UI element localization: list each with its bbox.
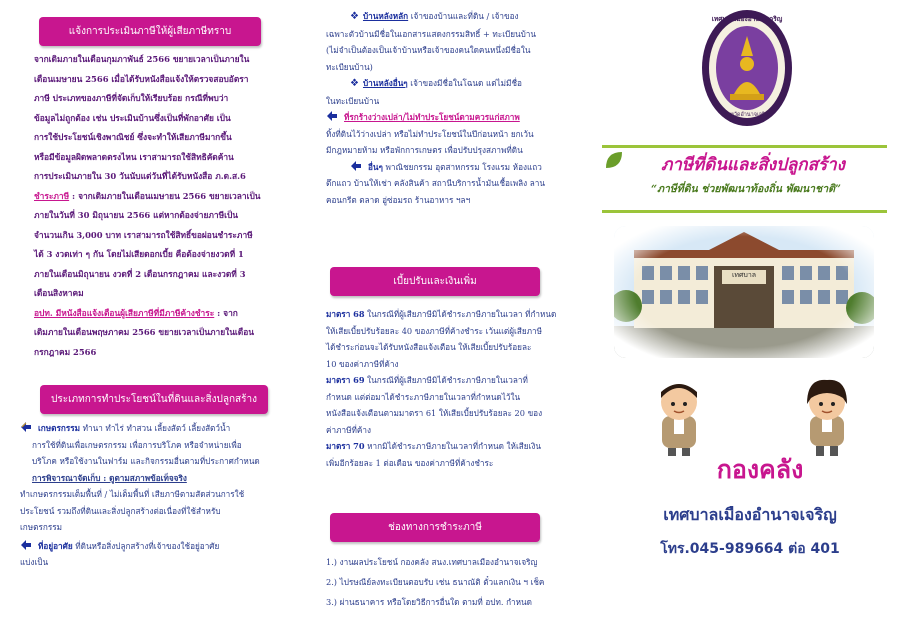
- pay-line: เดือนสิงหาคม: [34, 288, 84, 298]
- section70-paragraph: [326, 438, 582, 455]
- penalties: [326, 306, 582, 471]
- phone-number: โทร.045-989664 ต่อ 401: [660, 541, 840, 557]
- section-header-payment-channels: ช่องทางการชำระภาษี: [330, 513, 540, 542]
- reminder-line: : จาก: [214, 307, 238, 318]
- other-house-label: บ้านหลังอื่นๆ: [362, 78, 408, 88]
- pay-line: ภายในวันที่ 30 มิถุนายน 2566 แต่หากต้องจ่ายภาษีเป็น: [34, 210, 239, 220]
- channel-item: 3.) ผ่านธนาคาร หรือโดยวิธีการอื่นใด ตามที่ อปท. กำหนด: [326, 597, 532, 607]
- middle-column: [320, 0, 582, 636]
- pay-label: ชำระภาษี: [34, 190, 70, 201]
- agri-paragraph: [20, 420, 296, 437]
- notice-line: ภาษี ประเภทของภาษีที่จัดเก็บให้เรียบร้อย กรณีที่พบว่า: [34, 93, 229, 103]
- other-house-paragraph: [326, 75, 580, 93]
- diamond-bullet-icon: ❖: [350, 78, 359, 89]
- section68-label: มาตรา 68: [326, 309, 365, 319]
- section70-line: หากมิได้ชำระภาษีภายในเวลาที่กำหนด ให้เสียเงิน: [364, 441, 541, 451]
- section69-line: ค่าภาษีที่ค้าง: [326, 424, 371, 435]
- right-column: [600, 0, 900, 636]
- department-name: กองคลัง: [716, 455, 804, 484]
- notice-line: จากเดิมภายในเดือนกุมภาพันธ์ 2566 ขยายเวลาเป็นภายใน: [34, 54, 250, 64]
- others-label: อื่นๆ: [368, 161, 383, 172]
- seal-subtext: จังหวัดอำนาจเจริญ: [724, 112, 770, 118]
- vacant-label: ที่รกร้างว่างเปล่า/ไม่ทำประโยชน์ตามควรแก่สภาพ: [344, 112, 520, 122]
- arrow-bullet-icon: [350, 160, 362, 172]
- agri-line: การใช้ที่ดินเพื่อเกษตรกรรม เพื่อการบริโภค หรือจำหน่ายเพื่อ: [32, 439, 242, 450]
- reminder-paragraph: [34, 304, 292, 324]
- section-header-penalties: เบี้ยปรับและเงินเพิ่ม: [330, 267, 540, 296]
- others-paragraph: [326, 159, 580, 176]
- arrow-bullet-icon: [326, 110, 338, 122]
- main-house-paragraph: [326, 8, 580, 26]
- notice-line: การใช้ประโยชน์เชิงพาณิชย์ ซึ่งจะทำให้เสียภาษีมากขึ้น: [34, 132, 232, 142]
- main-house-line: เฉพาะตัวบ้านมีชื่อในเอกสารแสดงกรรมสิทธิ์ + ทะเบียนบ้าน: [326, 28, 536, 39]
- title-banner: [602, 145, 887, 213]
- section68-line: ให้เสียเบี้ยปรับร้อยละ 40 ของภาษีที่ค้างชำระ เว้นแต่ผู้เสียภาษี: [326, 325, 543, 336]
- section68-paragraph: [326, 306, 582, 323]
- house-types: [326, 8, 580, 208]
- male-staff-cartoon-icon: [648, 378, 710, 456]
- payment-channels: [326, 552, 582, 612]
- pay-line: จำนวนเกิน 3,000 บาท เราสามารถใช้สิทธิ์ขอผ่อนชำระภาษี: [34, 229, 253, 240]
- building-sign: เทศบาล: [731, 271, 757, 279]
- notice-line: เดือนเมษายน 2566 เมื่อได้รับหนังสือแจ้งให้ตรวจสอบอัตรา: [34, 73, 249, 84]
- main-house-line: เจ้าของบ้านและที่ดิน / เจ้าของ: [408, 11, 519, 21]
- building-icon: [614, 226, 874, 358]
- reminder-line: กรกฎาคม 2566: [34, 346, 97, 357]
- section-header-assessment: แจ้งการประเมินภาษีให้ผู้เสียภาษีทราบ: [39, 17, 261, 46]
- main-house-label: บ้านหลังหลัก: [362, 11, 409, 21]
- others-line: ตึกแถว บ้านให้เช่า คลังสินค้า สถานีบริการน้ำมันเชื้อเพลิง ลาน: [326, 178, 545, 188]
- consider-label: การพิจารณาจัดเก็บ : ดูตามสภาพข้อเท็จจริง: [32, 472, 187, 483]
- others-line: คอนกรีต ตลาด อู่ซ่อมรถ ร้านอาหาร ฯลฯ: [326, 194, 471, 205]
- usage-types: [20, 420, 296, 571]
- diamond-bullet-icon: ❖: [350, 11, 359, 22]
- agri-line: ทำนา ทำไร่ ทำสวน เลี้ยงสัตว์ เลี้ยงสัตว์น้ำ: [80, 423, 231, 433]
- consider-line: เกษตรกรรม: [20, 522, 63, 532]
- section69-line: ในกรณีที่ผู้เสียภาษีมิได้ชำระภาษีภายในเวลาที่: [364, 375, 528, 385]
- section69-line: หนังสือแจ้งเตือนตามมาตรา 61 ให้เสียเบี้ยปรับร้อยละ 20 ของ: [326, 408, 543, 418]
- agri-label: เกษตรกรรม: [38, 423, 81, 433]
- pay-line: : จากเดิมภายในเดือนเมษายน 2566 ขยายเวลาเป็น: [69, 190, 261, 201]
- female-staff-cartoon-icon: [796, 376, 858, 456]
- arrow-bullet-icon: [20, 539, 32, 551]
- section69-paragraph: [326, 372, 582, 389]
- section68-line: 10 ของค่าภาษีที่ค้าง: [326, 358, 399, 369]
- section69-line: กำหนด แต่ต่อมาได้ชำระภาษีภายในเวลาที่กำหนดไว้ใน: [326, 391, 521, 402]
- section70-label: มาตรา 70: [326, 441, 365, 451]
- seal-text: เทศบาลเมืองอำนาจเจริญ: [711, 15, 783, 23]
- consider-line: ประโยชน์ รวมถึงที่ดินและสิ่งปลูกสร้างต่อเนื่องที่ใช้สำหรับ: [20, 505, 221, 516]
- section68-line: ในกรณีที่ผู้เสียภาษีมิได้ชำระภาษีภายในเวลา ที่กำหนด: [364, 309, 557, 319]
- assessment-notice: [34, 50, 292, 362]
- residential-line: ที่ดินหรือสิ่งปลูกสร้างที่เจ้าของใช้อยู่อาศัย: [72, 540, 220, 551]
- organization-name: เทศบาลเมืองอำนาจเจริญ: [663, 505, 837, 524]
- section-header-usage-types: ประเภทการทำประโยชน์ในที่ดินและสิ่งปลูกสร้าง: [40, 385, 268, 414]
- notice-line: ข้อมูลไม่ถูกต้อง เช่น ประเมินบ้านซึ่งเป็นที่พักอาศัย เป็น: [34, 112, 231, 123]
- residential-line: แบ่งเป็น: [20, 557, 49, 567]
- left-column: [12, 0, 297, 636]
- pay-line: ภายในเดือนมิถุนายน งวดที่ 2 เดือนกรกฎาคม และงวดที่ 3: [34, 268, 246, 279]
- others-line: พาณิชยกรรม อุตสาหกรรม โรงแรม ห้องแถว: [382, 161, 542, 172]
- arrow-bullet-icon: [20, 421, 32, 433]
- residential-paragraph: [20, 538, 296, 555]
- pay-line: ได้ 3 งวดเท่า ๆ กัน โดยไม่เสียดอกเบี้ย คือต้องจ่ายงวดที่ 1: [34, 249, 244, 259]
- channel-item: 1.) งานผลประโยชน์ กองคลัง สนง.เทศบาลเมืองอำนาจเจริญ: [326, 557, 538, 567]
- section69-label: มาตรา 69: [326, 375, 365, 385]
- section70-line: เพิ่มอีกร้อยละ 1 ต่อเดือน ของค่าภาษีที่ค้างชำระ: [326, 457, 494, 468]
- section68-line: ได้ชำระก่อนจะได้รับหนังสือแจ้งเตือน ให้เสียเบี้ยปรับร้อยละ: [326, 342, 532, 352]
- residential-label: ที่อยู่อาศัย: [38, 540, 73, 551]
- reminder-label: อปท. มีหนังสือแจ้งเตือนผู้เสียภาษีที่มีภาษีค้างชำระ: [34, 307, 215, 318]
- consider-line: ทำเกษตรกรรมเต็มพื้นที่ / ไม่เต็มพื้นที่ เสียภาษีตามสัดส่วนการใช้: [20, 489, 245, 499]
- vacant-line: ทิ้งที่ดินไว้ว่างเปล่า หรือไม่ทำประโยชน์ในปีก่อนหน้า ยกเว้น: [326, 128, 534, 139]
- agri-line: บริโภค หรือใช้งานในฟาร์ม และกิจกรรมอื่นตามที่ประกาศกำหนด: [32, 456, 260, 466]
- reminder-line: เดิมภายในเดือนพฤษภาคม 2566 ขยายเวลาเป็นภายในเดือน: [34, 327, 254, 337]
- main-house-line: (ไม่จำเป็นต้องเป็นเจ้าบ้านหรือเจ้าของคนใดคนหนึ่งมีชื่อใน: [326, 45, 531, 55]
- main-house-line: ทะเบียนบ้าน): [326, 61, 373, 72]
- notice-line: หรือมีข้อมูลผิดพลาดตรงไหน เราสามารถใช้สิทธิคัดค้าน: [34, 151, 234, 162]
- notice-line: การประเมินภายใน 30 วันนับแต่วันที่ได้รับหนังสือ ภ.ด.ส.6: [34, 171, 246, 181]
- municipal-seal-icon: [700, 8, 794, 128]
- pay-paragraph: [34, 187, 292, 207]
- banner-title: ภาษีที่ดินและสิ่งปลูกสร้าง: [661, 155, 845, 175]
- banner-slogan: “ภาษีที่ดิน ช่วยพัฒนาท้องถิ่น พัฒนาชาติ”: [651, 183, 841, 195]
- other-house-line: เจ้าของมีชื่อในโฉนด แต่ไม่มีชื่อ: [407, 78, 522, 88]
- channel-item: 2.) ไปรษณีย์ลงทะเบียนตอบรับ เช่น ธนาณัติ ตั๋วแลกเงิน ฯ เช็ค: [326, 577, 545, 587]
- leaf-icon: [604, 150, 624, 170]
- vacant-paragraph: [326, 109, 580, 126]
- office-building-photo: [614, 226, 874, 358]
- other-house-line: ในทะเบียนบ้าน: [326, 95, 380, 106]
- vacant-line: มีกฎหมายห้าม หรือพักการเกษตร เพื่อปรับปรุงสภาพที่ดิน: [326, 145, 523, 155]
